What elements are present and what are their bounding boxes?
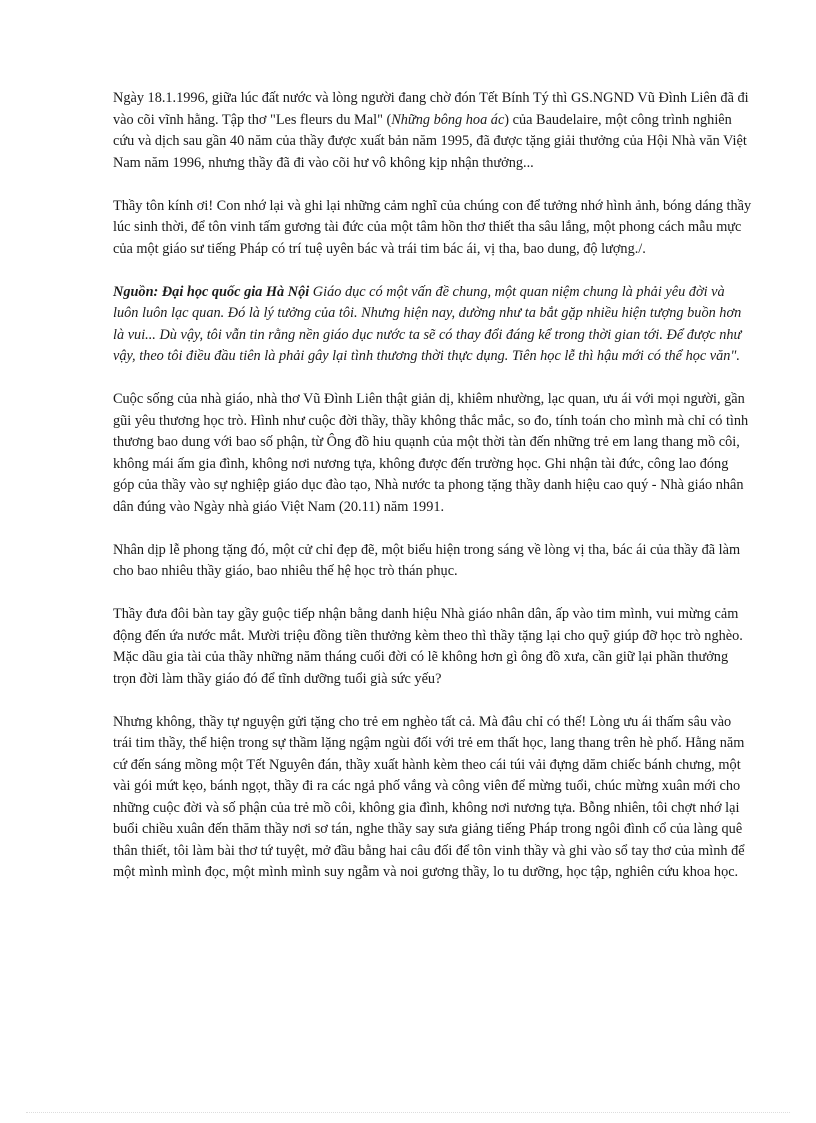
source-quote-text: Giáo dục có một vấn đề chung, một quan niệm chung là phải yêu đời và luôn luôn lạc quan. Đó là lý tưởng của tôi. Nhưng hiện nay, dường như ta bắt gặp nhiều hiện tượng buồn hơn là vui... Dù vậy, tôi vẫn tin rằng nền giáo dục nước ta sẽ có thay đổi đáng kể trong thời gian tới. Để được như vậy, theo tôi điều đầu tiên là phải gây lại tình thương thời thực dụng. Tiên học lễ thì hậu mới có thể học văn". (113, 283, 742, 364)
paragraph-source-quote (113, 282, 753, 368)
paragraph-death-announcement (113, 88, 753, 174)
paragraph-ceremony: Nhân dịp lễ phong tặng đó, một cử chỉ đẹp đẽ, một biểu hiện trong sáng về lòng vị tha, bác ái của thầy đã làm cho bao nhiêu thầy giáo, bao nhiêu thế hệ học trò thán phục. (113, 541, 741, 579)
document-page (113, 88, 753, 905)
paragraph-text: ) của Baudelaire, một công trình nghiên cứu và dịch sau gần 40 năm của thầy được xuất bản năm 1995, đã được tặng giải thưởng của Hội Nhà văn Việt Nam năm 1996, nhưng thầy đã đi vào cõi hư vô không kịp nhận thưởng... (113, 111, 747, 171)
paragraph-text: Ngày 18.1.1996, giữa lúc đất nước và lòng người đang chờ đón Tết Bính Tý thì GS.NGND Vũ Đình Liên đã đi vào cõi vĩnh hằng. Tập thơ "Les fleurs du Mal" ( (113, 90, 749, 128)
paragraph-new-year: Nhưng không, thầy tự nguyện gửi tặng cho trẻ em nghèo tất cả. Mà đâu chỉ có thế! Lòng ưu ái thấm sâu vào trái tim thầy, thể hiện trong sự thầm lặng ngậm ngùi đối với trẻ em thất học, lang thang trên hè phố. Hằng năm cứ đến sáng mồng một Tết Nguyên đán, thầy xuất hành kèm theo cái túi vải đựng dăm chiếc bánh chưng, một vài gói mứt kẹo, bánh ngọt, thầy đi ra các ngả phố vắng và công viên để mừng tuổi, chúc mừng xuân mới cho những cuộc đời và số phận của trẻ mồ côi, không gia đình, không nơi nương tựa. Bỗng nhiên, tôi chợt nhớ lại buổi chiều xuân đến thăm thầy nơi sơ tán, nghe thầy say sưa giảng tiếng Pháp trong ngôi đình cổ của làng quê thân thiết, tôi làm bài thơ tứ tuyệt, mở đầu bằng hai câu đối để tôn vinh thầy và ghi vào sổ tay thơ của mình để một mình mình đọc, một mình mình suy ngẫm và noi gương thầy, lo tu dưỡng, học tập, nghiên cứu khoa học. (113, 713, 745, 880)
page-bottom-divider (26, 1112, 790, 1113)
source-label: Nguồn: Đại học quốc gia Hà Nội (113, 283, 310, 300)
paragraph-tribute: Thầy tôn kính ơi! Con nhớ lại và ghi lại những cảm nghĩ của chúng con để tưởng nhớ hình ảnh, bóng dáng thầy lúc sinh thời, để tôn vinh tấm gương tài đức của một tâm hồn thơ thiết tha sâu lắng, một phong cách mẫu mực của một giáo sư tiếng Pháp có trí tuệ uyên bác và trái tim bác ái, vị tha, bao dung, độ lượng./. (113, 197, 752, 257)
book-title-italic: Những bông hoa ác (391, 111, 505, 128)
paragraph-life: Cuộc sống của nhà giáo, nhà thơ Vũ Đình Liên thật giản dị, khiêm nhường, lạc quan, ưu ái với mọi người, gần gũi yêu thương học trò. Hình như cuộc đời thầy, thầy không thắc mắc, so đo, tính toán cho mình mà chỉ có tình thương bao dung với bao số phận, từ Ông đồ hiu quạnh của một thời tàn đến những trẻ em lang thang mồ côi, không mái ấm gia đình, không nơi nương tựa, không được đến trường học. Ghi nhận tài đức, công lao đóng góp của thầy vào sự nghiệp giáo dục đào tạo, Nhà nước ta phong tặng thầy danh hiệu cao quý - Nhà giáo nhân dân đúng vào Ngày nhà giáo Việt Nam (20.11) năm 1991. (113, 391, 749, 515)
paragraph-prize-donation: Thầy đưa đôi bàn tay gầy guộc tiếp nhận bằng danh hiệu Nhà giáo nhân dân, ấp vào tim mình, vui mừng cảm động đến ứa nước mắt. Mười triệu đồng tiền thưởng kèm theo thì thầy tặng lại cho quỹ giúp đỡ học trò nghèo. Mặc dầu gia tài của thầy những năm tháng cuối đời có lẽ không hơn gì ông đồ xưa, cần giữ lại phần thưởng trọn đời làm thầy giáo đó để tĩnh dưỡng tuổi già sức yếu? (113, 606, 743, 687)
